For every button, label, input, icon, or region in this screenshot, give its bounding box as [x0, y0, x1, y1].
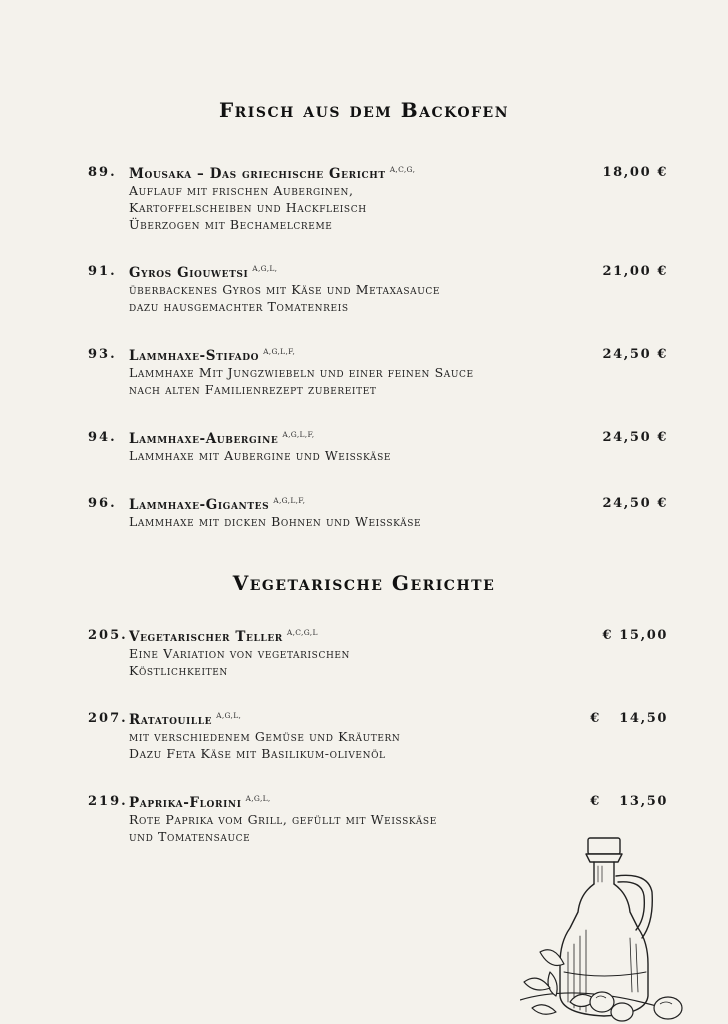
allergen-codes: A,G,L,: [216, 711, 242, 720]
item-description: mit verschiedenem Gemüse und Kräutern Dazu Feta Käse mit Basilikum-olivenöl: [129, 729, 401, 761]
allergen-codes: A,G,L,: [252, 264, 278, 273]
item-name: Paprika-Florini $^{A,G,L,}$: [129, 794, 271, 811]
item-name: Ratatouille $^{A,G,L,}$: [129, 711, 242, 728]
item-name: Vegetarischer Teller $^{A,C,G,L}$: [129, 628, 318, 645]
item-price: 18,00 €: [602, 165, 668, 180]
allergen-codes: A,G,L,F,: [263, 347, 296, 356]
item-price: 24,50 €: [602, 347, 668, 362]
allergen-codes: A,C,G,L: [286, 628, 318, 637]
item-number: 94.: [88, 430, 117, 445]
item-number: 91.: [88, 264, 117, 279]
allergen-codes: A,G,L,: [245, 794, 271, 803]
item-description: Auflauf mit frischen Auberginen, Kartoffelscheiben und Hackfleisch Überzogen mit Bechamelcreme: [129, 183, 367, 232]
item-number: 93.: [88, 347, 117, 362]
item-number: 205.: [88, 628, 128, 643]
item-price: € 13,50: [590, 794, 668, 809]
allergen-codes: A,C,G,: [389, 165, 416, 174]
item-description: Lammhaxe Mit Jungzwiebeln und einer feinen Sauce nach alten Familienrezept zubereitet: [129, 365, 474, 397]
item-price: € 15,00: [602, 628, 668, 643]
allergen-codes: A,G,L,F,: [282, 430, 315, 439]
item-number: 96.: [88, 496, 117, 511]
item-price: € 14,50: [590, 711, 668, 726]
item-name: Mousaka – Das griechische Gericht $^{A,C,G,}$: [129, 165, 416, 182]
item-name: Lammhaxe-Stifado $^{A,G,L,F,}$: [129, 347, 296, 364]
item-name: Gyros Giouwetsi $^{A,G,L,}$: [129, 264, 278, 281]
item-description: überbackenes Gyros mit Käse und Metaxasauce dazu hausgemachter Tomatenreis: [129, 282, 441, 314]
item-name: Lammhaxe-Gigantes $^{A,G,L,F,}$: [129, 496, 306, 513]
allergen-codes: A,G,L,F,: [273, 496, 306, 505]
item-price: 21,00 €: [602, 264, 668, 279]
item-description: Rote Paprika vom Grill, gefüllt mit Weisskäse und Tomatensauce: [129, 812, 437, 844]
olive-oil-bottle-icon: [520, 832, 728, 1024]
item-number: 219.: [88, 794, 128, 809]
section-title-vegetarisch: Vegetarische Gerichte: [232, 571, 496, 595]
item-number: 207.: [88, 711, 128, 726]
item-price: 24,50 €: [602, 430, 668, 445]
item-number: 89.: [88, 165, 117, 180]
item-description: Lammhaxe mit Aubergine und Weisskäse: [129, 448, 391, 463]
item-description: Eine Variation von vegetarischen Köstlichkeiten: [129, 646, 351, 678]
section-title-backofen: Frisch aus dem Backofen: [218, 98, 510, 122]
item-description: Lammhaxe mit dicken Bohnen und Weisskäse: [129, 514, 422, 529]
item-name: Lammhaxe-Aubergine $^{A,G,L,F,}$: [129, 430, 315, 447]
item-price: 24,50 €: [602, 496, 668, 511]
